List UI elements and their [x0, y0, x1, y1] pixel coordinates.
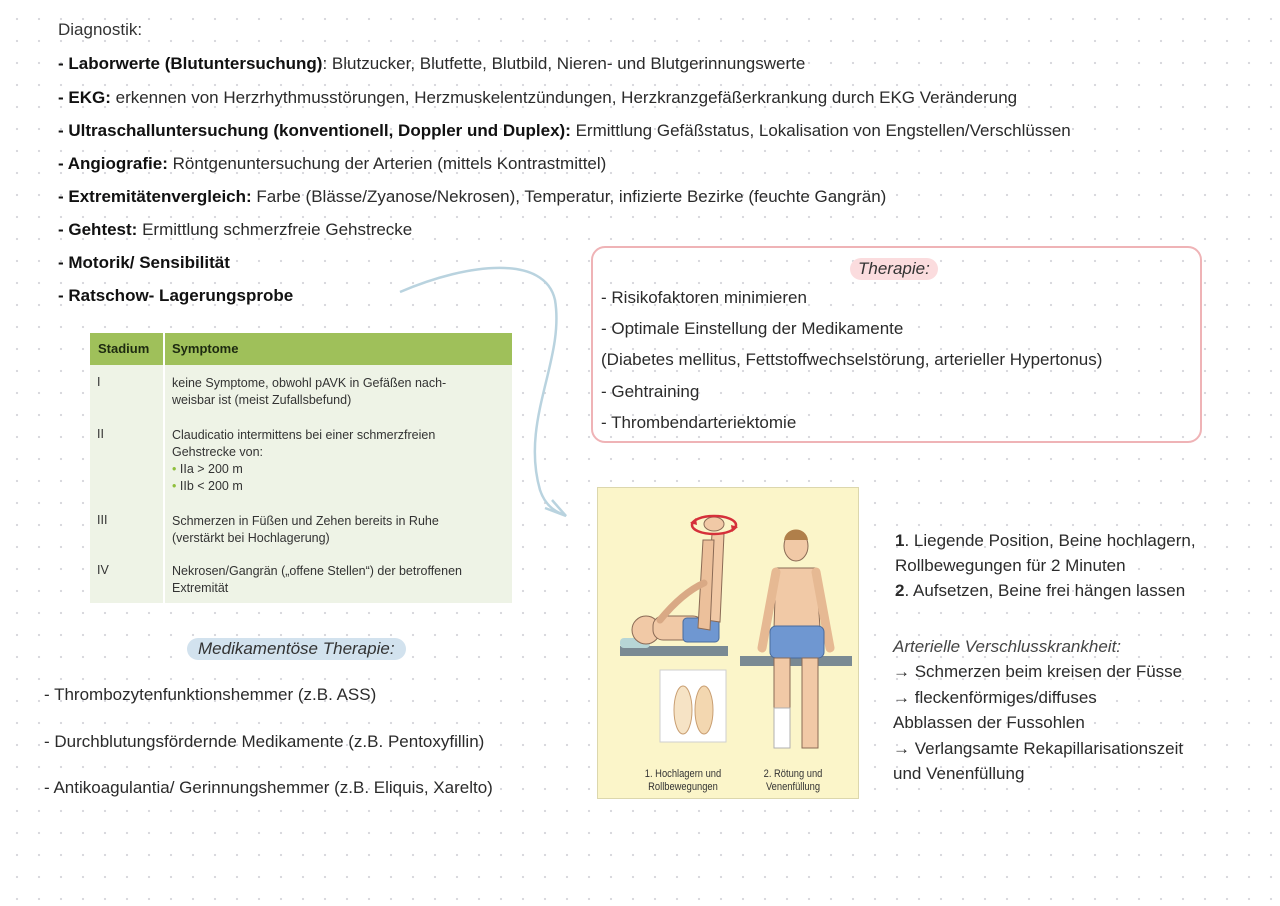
- bullet-icon: •: [172, 479, 177, 493]
- ratschow-step-1-cont: Rollbewegungen für 2 Minuten: [895, 556, 1126, 575]
- med-item: - Durchblutungsfördernde Medikamente (z.B. Pentoxyfillin): [44, 732, 485, 751]
- table-header-symptome: Symptome: [172, 341, 239, 356]
- therapie-item: - Optimale Einstellung der Medikamente: [601, 319, 904, 338]
- therapie-item: - Risikofaktoren minimieren: [601, 288, 807, 307]
- med-item: - Antikoagulantia/ Gerinnungshemmer (z.B. Eliquis, Xarelto): [44, 778, 493, 797]
- avk-title: Arterielle Verschlusskrankheit:: [893, 637, 1122, 656]
- table-row-stage: II: [97, 427, 104, 441]
- med-item: - Thrombozytenfunktionshemmer (z.B. ASS): [44, 685, 377, 704]
- table-row-stage: IV: [97, 563, 109, 577]
- diag-item-gehtest: - Gehtest: Ermittlung schmerzfreie Gehstrecke: [58, 220, 413, 239]
- bullet-icon: •: [172, 462, 177, 476]
- avk-line: → Verlangsamte Rekapillarisationszeit: [893, 739, 1184, 758]
- therapie-item: - Gehtraining: [601, 382, 700, 401]
- avk-line: → fleckenförmiges/diffuses: [893, 688, 1097, 707]
- diagnostik-heading: Diagnostik:: [58, 20, 143, 39]
- table-row-symptom: Claudicatio intermittens bei einer schmerzfreien Gehstrecke von: • IIa > 200 m • IIb < 200 m: [172, 428, 436, 493]
- diag-item-extremitaeten: - Extremitätenvergleich: Farbe (Blässe/Zyanose/Nekrosen), Temperatur, infizierte Bezirke (feuchte Gangrän): [58, 187, 887, 206]
- therapie-item: - Thrombendarteriektomie: [601, 413, 797, 432]
- medikamentoese-title: Medikamentöse Therapie:: [187, 638, 406, 660]
- table-header-stadium: Stadium: [98, 341, 150, 356]
- avk-line: Abblassen der Fussohlen: [893, 713, 1085, 732]
- avk-line: und Venenfüllung: [893, 764, 1025, 783]
- illustration-caption-1: 1. Hochlagern und Rollbewegungen: [644, 768, 722, 793]
- table-row-symptom: keine Symptome, obwohl pAVK in Gefäßen nach- weisbar ist (meist Zufallsbefund): [172, 376, 447, 407]
- therapie-title: Therapie:: [850, 258, 938, 280]
- therapie-item: (Diabetes mellitus, Fettstoffwechselstörung, arterieller Hypertonus): [601, 350, 1103, 369]
- diag-item-ratschow: - Ratschow- Lagerungsprobe: [58, 286, 294, 305]
- table-row-symptom: Schmerzen in Füßen und Zehen bereits in Ruhe (verstärkt bei Hochlagerung): [172, 514, 439, 545]
- table-row-stage: I: [97, 375, 101, 389]
- table-header: [90, 333, 512, 365]
- table-row-stage: III: [97, 513, 108, 527]
- illustration-caption-2: 2. Rötung und Venenfüllung: [763, 768, 823, 793]
- ratschow-illustration: [597, 487, 859, 799]
- diag-item-ekg: - EKG: erkennen von Herzrhythmusstörungen, Herzmuskelentzündungen, Herzkranzgefäßerkrankung durch EKG Veränderung: [58, 88, 1018, 107]
- diag-item-motorik: - Motorik/ Sensibilität: [58, 253, 230, 272]
- ratschow-drawing: [598, 488, 858, 798]
- diag-item-laborwerte: - Laborwerte (Blutuntersuchung): Blutzucker, Blutfette, Blutbild, Nieren- und Blutgerinnungswerte: [58, 54, 806, 73]
- diag-item-angiografie: - Angiografie: Röntgenuntersuchung der Arterien (mittels Kontrastmittel): [58, 154, 607, 173]
- ratschow-step-2: 2. Aufsetzen, Beine frei hängen lassen: [895, 581, 1186, 600]
- therapie-box: [591, 246, 1202, 443]
- avk-line: → Schmerzen beim kreisen der Füsse: [893, 662, 1183, 681]
- diag-item-ultraschall: - Ultraschalluntersuchung (konventionell, Doppler und Duplex): Ermittlung Gefäßstatus, Lokalisation von Engstellen/Verschlüssen: [58, 121, 1071, 140]
- table-row-symptom: Nekrosen/Gangrän („offene Stellen“) der betroffenen Extremität: [172, 564, 462, 595]
- stadium-table: [90, 333, 512, 603]
- ratschow-step-1: 1. Liegende Position, Beine hochlagern,: [895, 531, 1196, 550]
